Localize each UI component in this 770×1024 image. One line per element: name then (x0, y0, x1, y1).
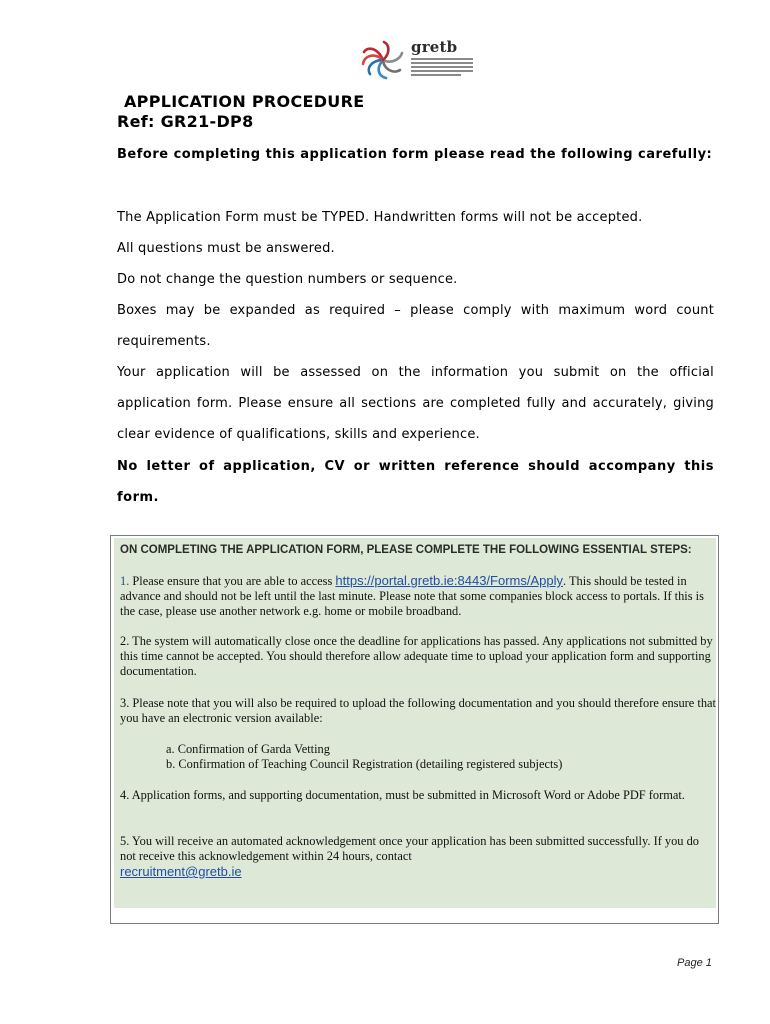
step-2: 2. The system will automatically close once the deadline for applications has passed. Any applications not submitted by this time cannot be accepted. You should therefore allow adequate time to upload your application form and supporting documentation. (120, 634, 713, 678)
step-3-item-b: b. Confirmation of Teaching Council Registration (detailing registered subjects) (166, 757, 563, 771)
essential-steps-heading: ON COMPLETING THE APPLICATION FORM, PLEASE COMPLETE THE FOLLOWING ESSENTIAL STEPS: (120, 544, 692, 556)
sequence-instruction: Do not change the question numbers or sequence. (117, 272, 458, 287)
gretb-swirl-icon (360, 40, 406, 80)
page-title: APPLICATION PROCEDURE (124, 92, 365, 111)
step-1 (120, 573, 716, 619)
recruitment-email-link[interactable]: recruitment@gretb.ie (120, 864, 242, 879)
step-1-text-pre: Please ensure that you are able to access (129, 574, 336, 588)
step-5 (120, 834, 716, 880)
logo-tagline-lines (411, 58, 473, 78)
step-1-number: 1. (120, 574, 130, 588)
logo-wordmark: gretb (411, 38, 458, 56)
step-3-item-a: a. Confirmation of Garda Vetting (166, 742, 330, 756)
page-number: Page 1 (677, 957, 712, 969)
boxes-instruction: Boxes may be expanded as required – please comply with maximum word count requirements. (117, 303, 714, 349)
step-1-text-post: . This should be tested in advance and should not be left until the last minute. Please note that some companies block access to portals. If this is the case, please use another network e.g. home or mobile broadband. (120, 574, 704, 618)
no-letter-instruction: No letter of application, CV or written reference should accompany this form. (117, 459, 714, 505)
step-4: 4. Application forms, and supporting documentation, must be submitted in Microsoft Word or Adobe PDF format. (120, 788, 685, 802)
step-5-text: 5. You will receive an automated acknowledgement once your application has been submitted successfully. If you do not receive this acknowledgement within 24 hours, contact (120, 834, 699, 863)
reference-code: Ref: GR21-DP8 (117, 112, 254, 131)
step-3: 3. Please note that you will also be required to upload the following documentation and you should therefore ensure that you have an electronic version available: (120, 696, 716, 725)
portal-link[interactable]: https://portal.gretb.ie:8443/Forms/Apply (335, 573, 564, 588)
typed-instruction: The Application Form must be TYPED. Handwritten forms will not be accepted. (117, 210, 643, 225)
intro-instruction: Before completing this application form please read the following carefully: (117, 147, 713, 162)
essential-steps-panel (114, 538, 716, 908)
assessment-instruction: Your application will be assessed on the information you submit on the official application form. Please ensure all sections are completed fully and accurately, giving clear evidence of qualifications, skills and experience. (117, 365, 714, 442)
gretb-logo (360, 38, 472, 80)
essential-steps-box (110, 535, 719, 924)
answered-instruction: All questions must be answered. (117, 241, 335, 256)
